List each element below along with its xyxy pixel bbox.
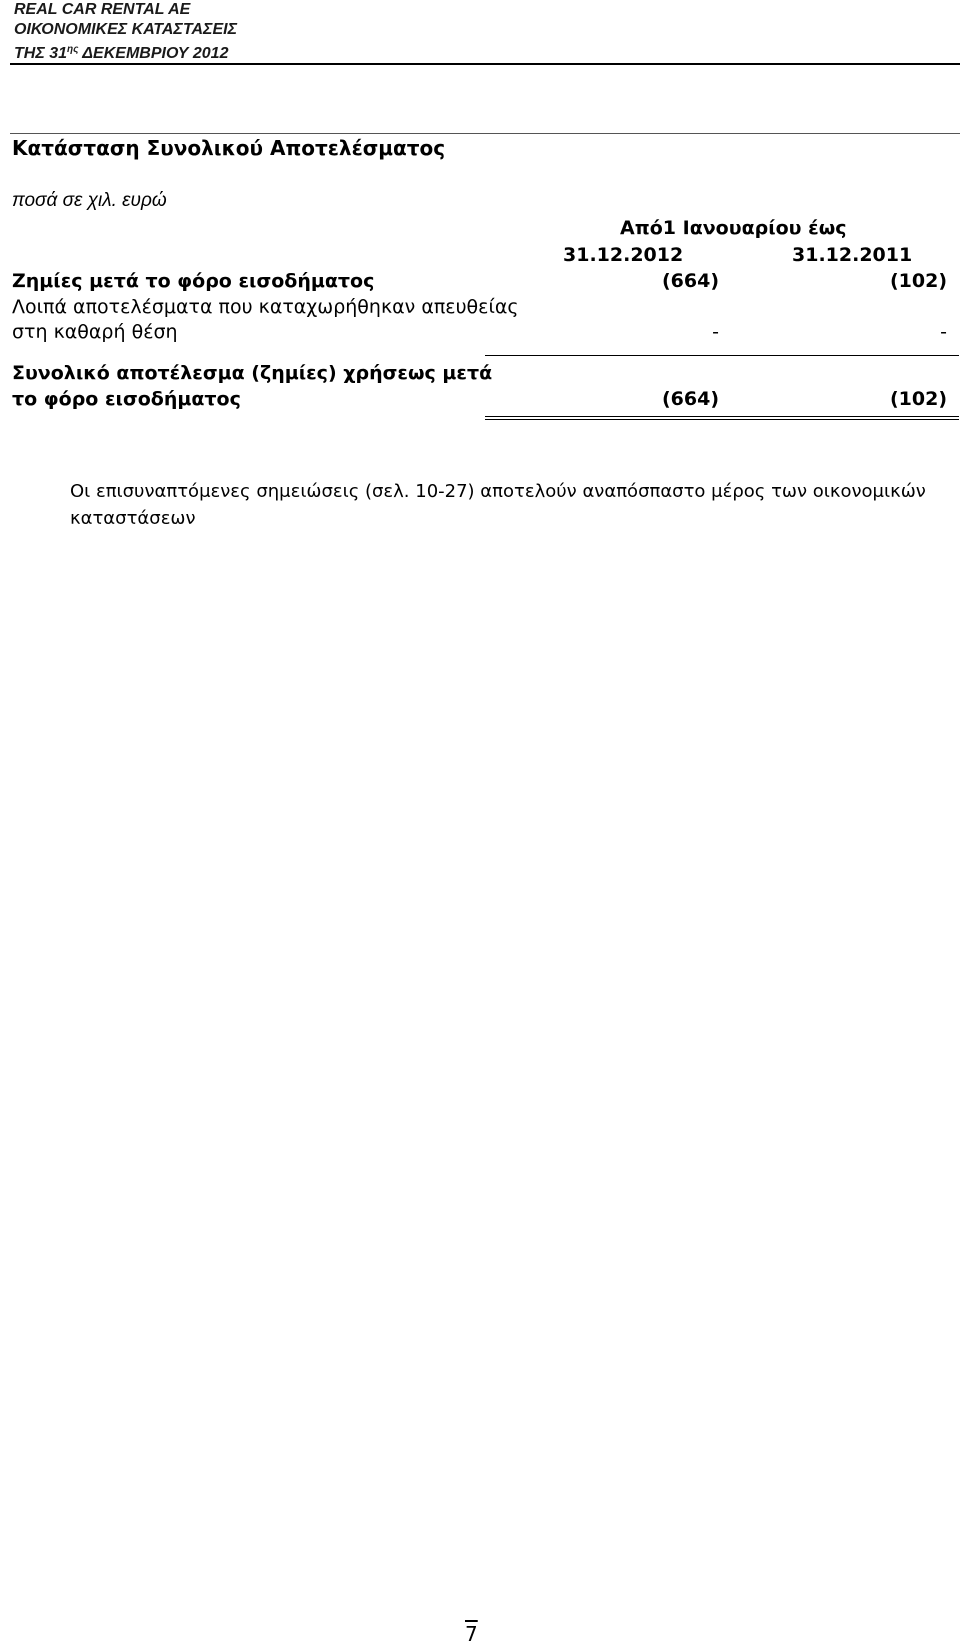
report-date	[14, 40, 237, 64]
page-number: 7	[465, 1622, 478, 1646]
report-date-suffix: ΔΕΚΕΜΒΡΙΟΥ 2012	[78, 45, 229, 62]
row-value-2011: (102)	[889, 388, 947, 410]
total-double-line-top	[485, 416, 959, 417]
row-label-other-income-line2: στη καθαρή θέση	[12, 321, 178, 343]
row-label-loss-after-tax: Ζημίες μετά το φόρο εισοδήματος	[12, 270, 375, 292]
row-value-2012: -	[712, 321, 719, 343]
company-name: REAL CAR RENTAL AE	[14, 1, 191, 18]
column-header-2011: 31.12.2011	[792, 244, 913, 266]
document-header	[14, 0, 237, 64]
subtotal-line	[485, 355, 959, 356]
row-label-total-line1: Συνολικό αποτέλεσμα (ζημίες) χρήσεως μετά	[12, 362, 493, 384]
row-value-2012: (664)	[661, 388, 719, 410]
statement-title: Κατάσταση Συνολικού Αποτελέσματος	[12, 136, 446, 160]
report-subtitle: ΟΙΚΟΝΟΜΙΚΕΣ ΚΑΤΑΣΤΑΣΕΙΣ	[14, 21, 238, 38]
report-date-sup: ης	[67, 44, 79, 55]
notes-reference: Οι επισυναπτόμενες σημειώσεις (σελ. 10-27) αποτελούν αναπόσπαστο μέρος των οικονομικών καταστάσεων	[70, 481, 926, 529]
column-header-2012: 31.12.2012	[563, 244, 684, 266]
row-value-2011: (102)	[889, 270, 947, 292]
row-value-2012: (664)	[661, 270, 719, 292]
header-divider	[10, 63, 960, 65]
row-label-other-income-line1: Λοιπά αποτελέσματα που καταχωρήθηκαν απευθείας	[12, 296, 519, 318]
total-double-line-bottom	[485, 419, 959, 420]
row-label-total-line2: το φόρο εισοδήματος	[12, 388, 241, 410]
period-heading: Από1 Ιανουαρίου έως	[620, 217, 847, 239]
report-date-prefix: ΤΗΣ 31	[14, 45, 68, 62]
section-divider	[10, 133, 960, 134]
unit-label: ποσά σε χιλ. ευρώ	[12, 190, 167, 211]
row-value-2011: -	[940, 321, 947, 343]
